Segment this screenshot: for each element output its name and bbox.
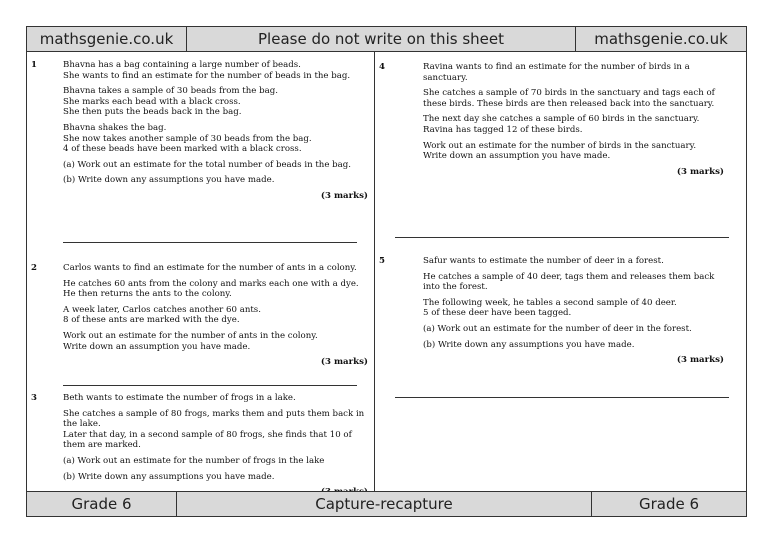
question-paragraph: (a) Work out an estimate for the number of deer in the forest. [423, 323, 692, 334]
question-2 [27, 263, 374, 368]
question-number: 1 [31, 60, 37, 70]
right-column [375, 52, 746, 491]
grade-left: Grade 6 [27, 492, 177, 516]
question-paragraph: Carlos wants to find an estimate for the number of ants in a colony. [63, 263, 357, 273]
question-paragraph: Bhavna takes a sample of 30 beads from the bag. She marks each bead with a black cross. She then puts the beads back in the bag. [63, 86, 278, 118]
question-4 [375, 62, 746, 177]
question-paragraph: Ravina wants to find an estimate for the number of birds in a sanctuary. [423, 62, 690, 83]
question-5 [375, 256, 746, 366]
site-name-right: mathsgenie.co.uk [594, 30, 728, 48]
question-number: 3 [31, 393, 37, 403]
divider [63, 242, 357, 243]
marks-label: (3 marks) [676, 166, 724, 177]
question-number: 4 [379, 62, 385, 72]
question-paragraph: (a) Work out an estimate for the total number of beads in the bag. [63, 159, 352, 170]
question-number: 5 [379, 256, 385, 266]
left-column [27, 52, 375, 491]
marks-label: (3 marks) [320, 190, 368, 201]
question-paragraph: A week later, Carlos catches another 60 ants. 8 of these ants are marked with the dye. [63, 304, 261, 326]
question-paragraph: Work out an estimate for the number of birds in the sanctuary. Write down an assumption you have made. [423, 140, 697, 162]
worksheet [26, 26, 747, 517]
header-notice: Please do not write on this sheet [187, 27, 576, 51]
topic-title: Capture-recapture [177, 492, 592, 516]
marks-label: (3 marks) [676, 355, 724, 366]
question-paragraph: Beth wants to estimate the number of frogs in a lake. [63, 393, 296, 403]
question-text [27, 393, 374, 498]
question-paragraph: He catches 60 ants from the colony and marks each one with a dye. He then returns the ants to the colony. [63, 278, 359, 300]
grade-right: Grade 6 [638, 495, 700, 513]
question-paragraph: (b) Write down any assumptions you have made. [63, 471, 275, 482]
questions-area [27, 52, 746, 491]
footer-bar [27, 491, 746, 516]
question-paragraph: She catches a sample of 70 birds in the sanctuary and tags each of these birds. These birds are then released back into the sanctuary. [423, 88, 715, 109]
question-text [27, 60, 374, 202]
question-number: 2 [31, 263, 37, 273]
question-paragraph: (b) Write down any assumptions you have made. [423, 339, 635, 350]
question-paragraph: Bhavna has a bag containing a large number of beads. She wants to find an estimate for the number of beads in the bag. [63, 60, 351, 81]
divider [395, 397, 729, 398]
marks-label: (3 marks) [320, 357, 368, 368]
question-paragraph: (b) Write down any assumptions you have made. [63, 175, 275, 186]
question-3 [27, 393, 374, 498]
question-paragraph: The following week, he tables a second sample of 40 deer. 5 of these deer have been tagged. [423, 297, 677, 319]
question-paragraph: He catches a sample of 40 deer, tags them and releases them back into the forest. [423, 271, 715, 293]
divider [63, 385, 357, 386]
question-text [375, 62, 746, 177]
question-paragraph: She catches a sample of 80 frogs, marks them and puts them back in the lake. Later that day, in a second sample of 80 frogs, she finds that 10 of them are marked. [63, 408, 365, 451]
question-paragraph: Work out an estimate for the number of ants in the colony. Write down an assumption you have made. [63, 330, 318, 352]
divider [395, 237, 729, 238]
question-text [27, 263, 374, 368]
site-name-left: mathsgenie.co.uk [27, 27, 187, 51]
question-paragraph: The next day she catches a sample of 60 birds in the sanctuary. Ravina has tagged 12 of these birds. [423, 114, 700, 135]
question-paragraph: (a) Work out an estimate for the number of frogs in the lake [63, 455, 325, 466]
question-paragraph: Bhavna shakes the bag. She now takes another sample of 30 beads from the bag. 4 of these beads have been marked with a black cross. [63, 122, 312, 155]
question-1 [27, 60, 374, 202]
header-bar [27, 27, 746, 52]
question-paragraph: Safur wants to estimate the number of deer in a forest. [423, 256, 664, 266]
question-text [375, 256, 746, 366]
